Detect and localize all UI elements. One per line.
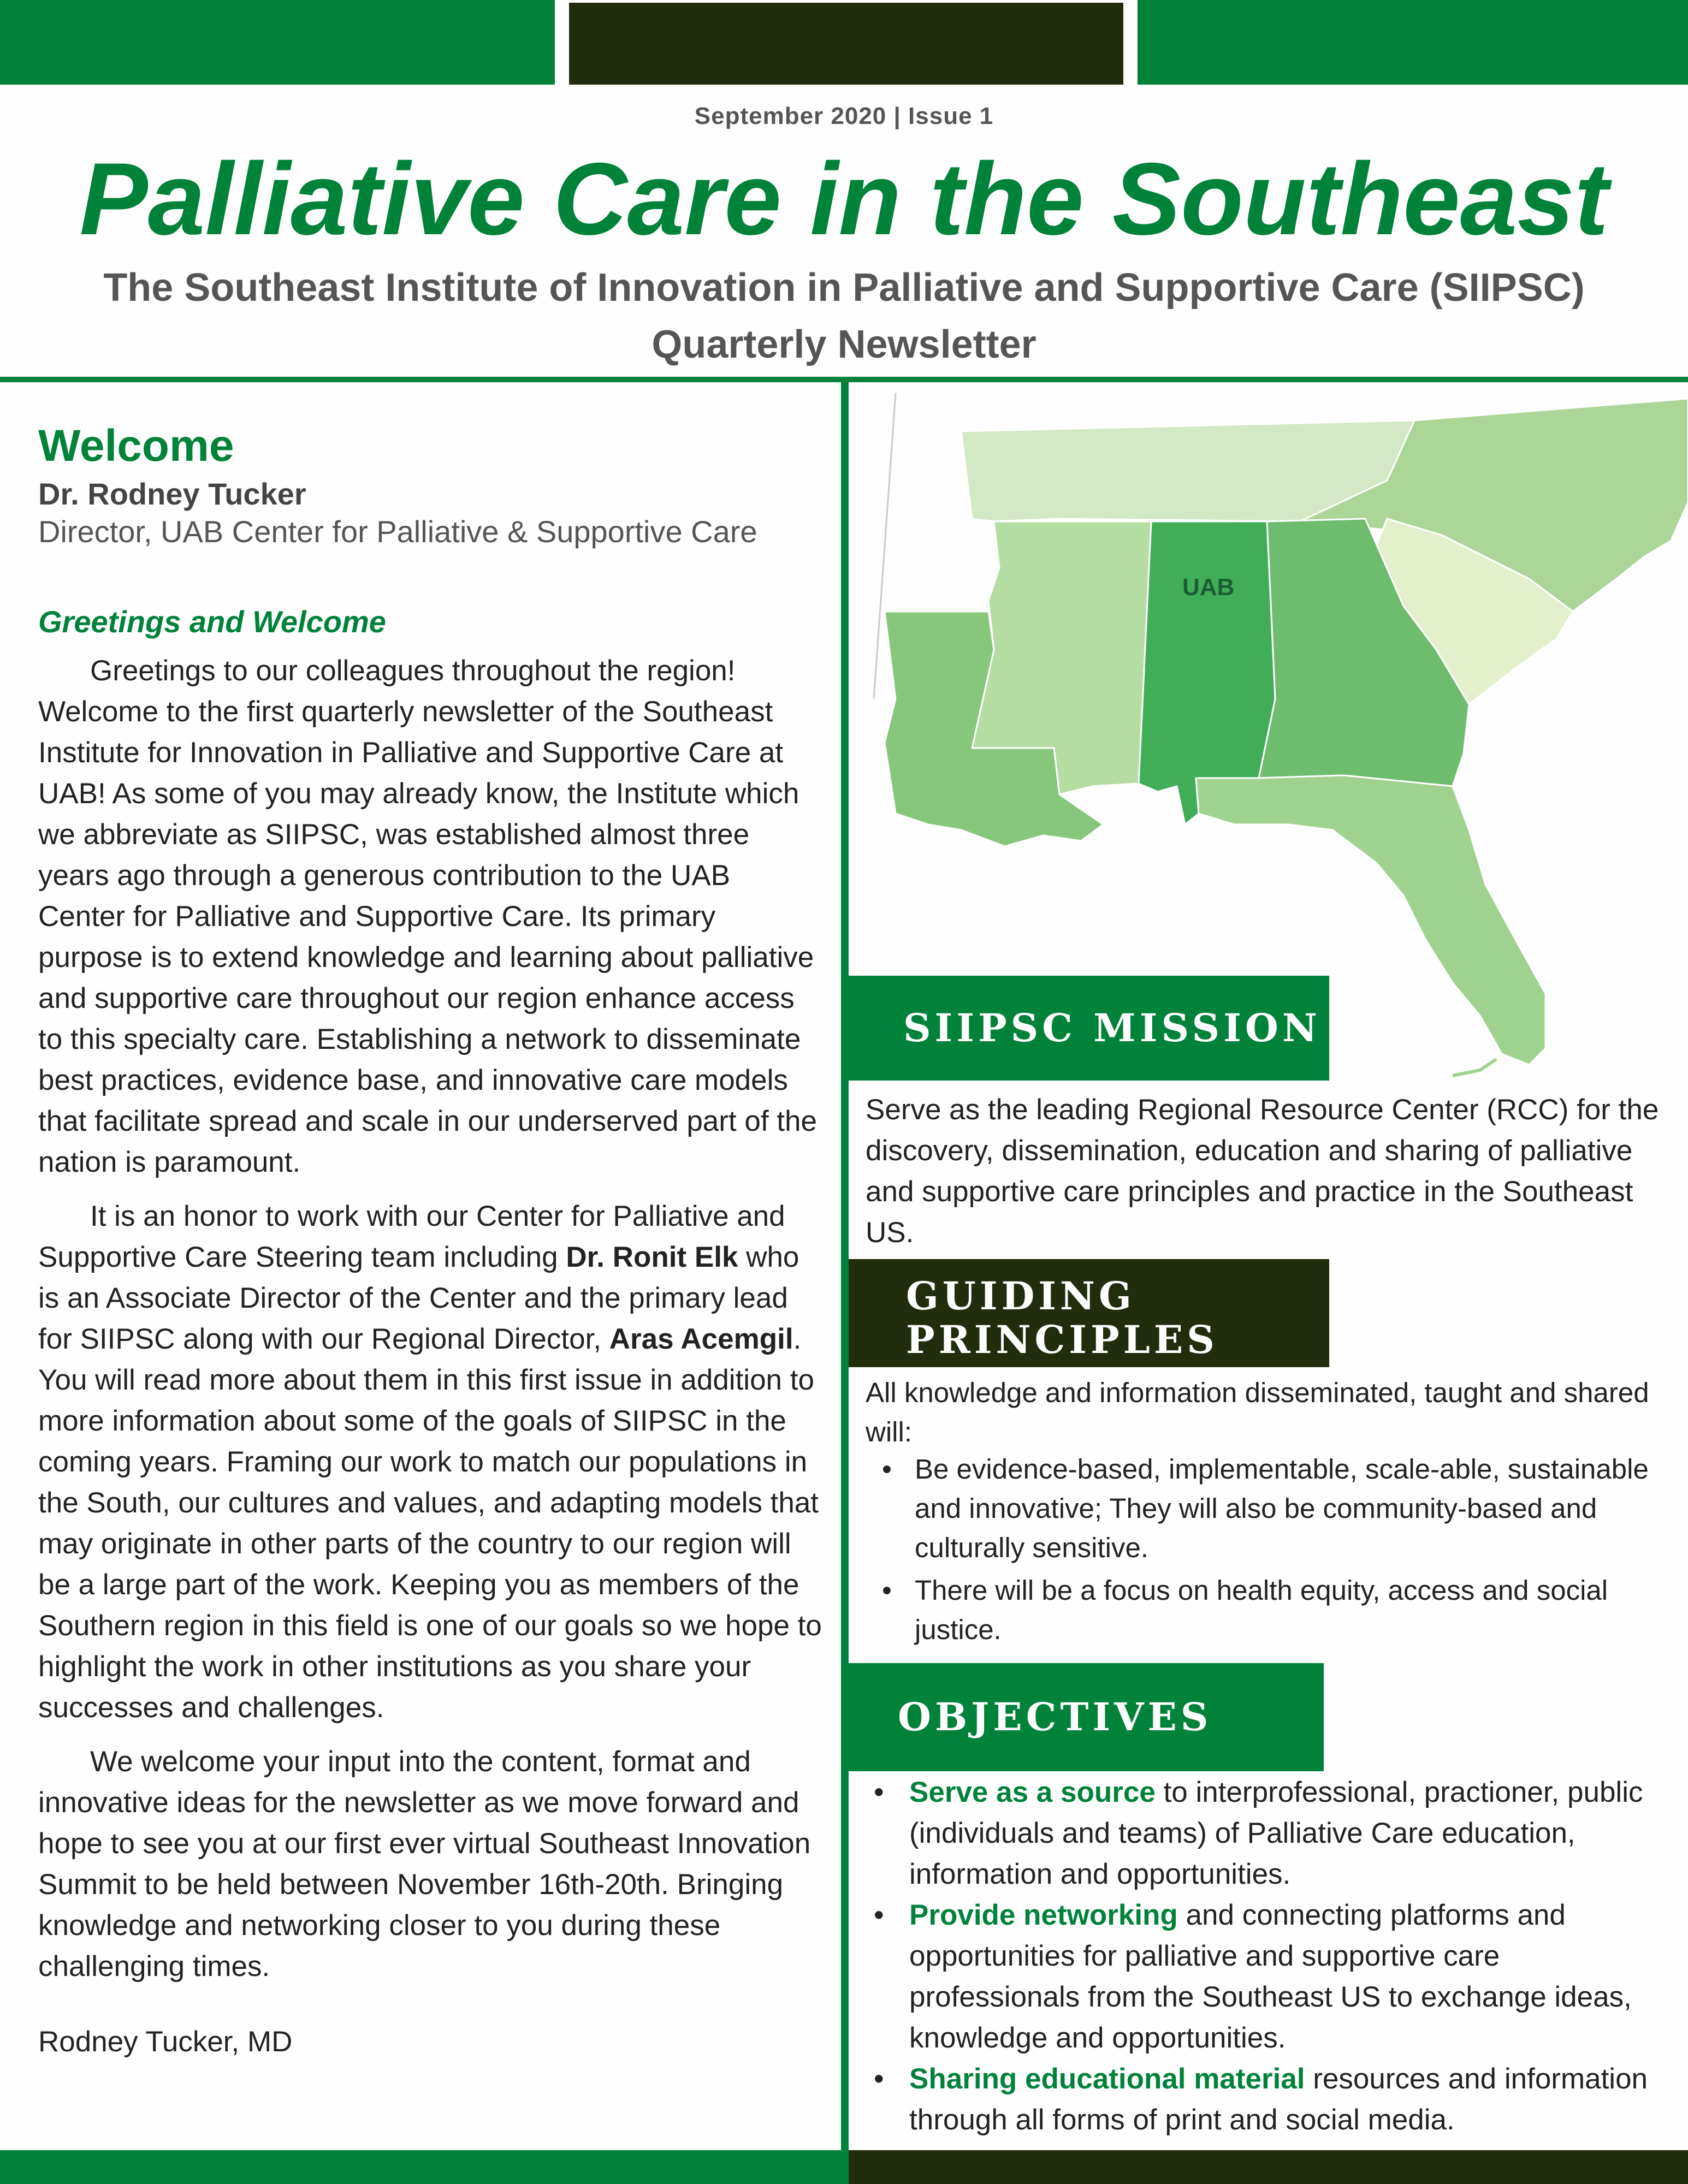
newsletter-subtitle (0, 259, 1688, 373)
mission-banner: SIIPSC MISSION (849, 976, 1329, 1081)
paragraph-1-text: Greetings to our colleagues throughout the region! Welcome to the first quarterly newsletter of the Southeast Institute for Innovation in Palliative and Supportive Care at UAB! As some of you may already know, the Institute which we abbreviate as SIIPSC, was established almost three years ago through a generous contribution to the UAB Center for Palliative and Supportive Care. Its primary purpose is to extend knowledge and learning about palliative and supportive care throughout our region enhance access to this specialty care. Establishing a network to disseminate best practices, evidence base, and innovative care models that facilitate spread and scale in our underserved part of the nation is paramount. (38, 655, 817, 1178)
header-divider (0, 377, 1688, 382)
list-item (866, 1895, 1663, 2058)
top-bar-right (1138, 0, 1688, 85)
subtitle-line-1: The Southeast Institute of Innovation in Palliative and Supportive Care (SIIPSC) (103, 266, 1585, 310)
welcome-paragraph-2 (38, 1196, 825, 1728)
guiding-intro: All knowledge and information disseminated, taught and shared will: (866, 1377, 1649, 1447)
guiding-heading-line-2: PRINCIPLES (906, 1317, 1218, 1362)
list-item (866, 2058, 1663, 2140)
welcome-paragraph-1 (38, 650, 825, 1183)
bottom-bar-left (0, 2150, 841, 2184)
greeting-heading: Greetings and Welcome (38, 604, 386, 639)
objective-text: resources and information through all forms of print and social media. (909, 2063, 1648, 2136)
welcome-column (38, 420, 825, 2058)
mission-text: Serve as the leading Regional Resource Center (RCC) for the discovery, dissemination, education and sharing of palliative and supportive care principles and practice in the Southeast US. (866, 1094, 1659, 1249)
welcome-paragraph-3 (38, 1741, 825, 1987)
column-divider (841, 382, 849, 2184)
objective-highlight: Serve as a source (909, 1776, 1156, 1808)
issue-line: September 2020 | Issue 1 (694, 103, 994, 129)
newsletter-title: Palliative Care in the Southeast (79, 141, 1609, 256)
paragraph-2-text-b: who is an Associate Director of the Center and the primary lead for SIIPSC along with our Regional Director, (38, 1241, 799, 1355)
signoff: Rodney Tucker, MD (38, 2026, 293, 2058)
paragraph-3-text: We welcome your input into the content, format and innovative ideas for the newsletter as we move forward and hope to see you at our first ever virtual Southeast Innovation Summit to be held between November 16th-20th. Bringing knowledge and networking closer to you during these challenging times. (38, 1746, 811, 1983)
name-aras-acemgil: Aras Acemgil (609, 1323, 793, 1355)
author-title: Director, UAB Center for Palliative & Supportive Care (38, 514, 757, 549)
list-item: • There will be a focus on health equity, access and social justice. (866, 1571, 1663, 1649)
guiding-principles-banner (849, 1259, 1329, 1367)
list-item (866, 1772, 1663, 1895)
objective-text: and connecting platforms and opportunities for palliative and supportive care professionals from the Southeast US to exchange ideas, knowledge and opportunities. (909, 1899, 1632, 2054)
objective-text: to interprofessional, practioner, public (individuals and teams) of Palliative Care education, information and opportunities. (909, 1776, 1643, 1890)
list-item: • Be evidence-based, implementable, scale-able, sustainable and innovative; They will also be community-based and culturally sensitive. (866, 1450, 1663, 1568)
paragraph-2-text-a: It is an honor to work with our Center for Palliative and Supportive Care Steering team including (38, 1200, 785, 1273)
subtitle-line-2: Quarterly Newsletter (651, 323, 1037, 367)
objective-highlight: Provide networking (909, 1899, 1178, 1931)
guiding-heading-line-1: GUIDING (906, 1273, 1135, 1319)
guiding-list (866, 1450, 1663, 1653)
map-florida-keys (1453, 1059, 1496, 1076)
objective-highlight: Sharing educational material (909, 2063, 1305, 2095)
name-ronit-elk: Dr. Ronit Elk (566, 1241, 738, 1273)
top-bar-left (0, 0, 555, 85)
objectives-list (866, 1772, 1663, 2140)
welcome-heading: Welcome (38, 421, 234, 471)
uab-logo: UAB (1182, 574, 1235, 601)
bottom-bar-right (849, 2150, 1688, 2184)
author-name: Dr. Rodney Tucker (38, 477, 306, 511)
objectives-banner: OBJECTIVES (849, 1663, 1324, 1771)
paragraph-2-text-c: . You will read more about them in this first issue in addition to more information about some of the goals of SIIPSC in the coming years. Framing our work to match our populations in the South, our cultures and values, and adapting models that may originate in other parts of the country to our region will be a large part of the work. Keeping you as members of the Southern region in this field is one of our goals so we hope to highlight the work in other institutions as you share your successes and challenges. (38, 1323, 822, 1724)
top-bar-center (569, 3, 1123, 85)
